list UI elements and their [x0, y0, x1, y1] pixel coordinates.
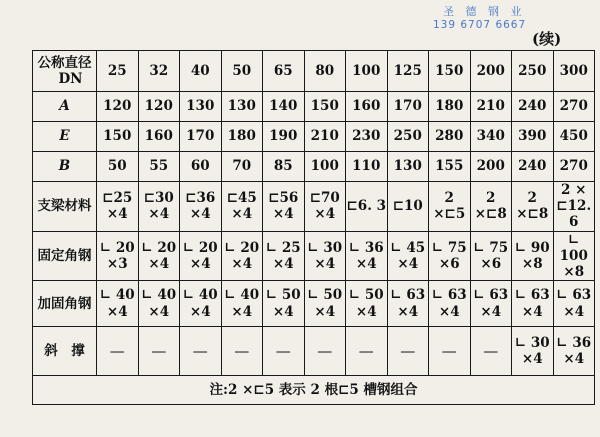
material-size: ×4: [563, 303, 585, 320]
material-spec: ⊏10: [392, 198, 423, 215]
value-cell: 110: [346, 152, 388, 182]
material-spec: ∟ 63: [514, 287, 550, 304]
watermark-company: 圣 德 钢 业: [443, 5, 526, 18]
value-cell: 170: [180, 122, 222, 152]
material-spec: ∟ 90: [514, 239, 550, 256]
material-spec: 2: [527, 190, 537, 207]
material-cell: [346, 182, 388, 232]
material-size: ×8: [521, 255, 543, 272]
material-size: ×4: [189, 255, 211, 272]
material-spec: ∟ 36: [348, 239, 384, 256]
material-spec: ∟ 63: [431, 287, 467, 304]
row-label: 固定角钢: [33, 231, 97, 281]
material-size: ×4: [397, 303, 419, 320]
dn-cell: 40: [180, 51, 222, 92]
value-cell: 340: [470, 122, 512, 152]
value-cell: 270: [553, 152, 595, 182]
material-spec: ∟ 20: [182, 239, 218, 256]
material-cell: [512, 231, 554, 281]
material-cell: [387, 327, 429, 376]
material-spec: ∟ 100: [559, 231, 588, 264]
material-cell: [387, 231, 429, 281]
material-spec: ∟ 63: [556, 287, 592, 304]
row-b: [33, 152, 595, 182]
dn-cell: 50: [221, 51, 263, 92]
material-size: ×4: [355, 303, 377, 320]
material-spec: ∟ 50: [265, 287, 301, 304]
material-spec: ∟ 30: [307, 239, 343, 256]
material-spec: —: [151, 342, 167, 361]
dn-cell: 80: [304, 51, 346, 92]
value-cell: 155: [429, 152, 471, 182]
row-brace: [33, 327, 595, 376]
value-cell: 450: [553, 122, 595, 152]
material-cell: [263, 182, 305, 232]
material-cell: [180, 182, 222, 232]
dn-row: [33, 51, 595, 92]
material-cell: [221, 231, 263, 281]
material-cell: [221, 182, 263, 232]
value-cell: 55: [138, 152, 180, 182]
value-cell: 210: [470, 92, 512, 122]
material-spec: —: [358, 342, 374, 361]
material-spec: —: [234, 342, 250, 361]
dn-cell: 65: [263, 51, 305, 92]
material-spec: 2 ×: [561, 182, 587, 198]
value-cell: 210: [304, 122, 346, 152]
value-cell: 100: [304, 152, 346, 182]
material-cell: [97, 281, 139, 327]
material-cell: [470, 231, 512, 281]
material-spec: ∟ 40: [141, 287, 177, 304]
material-cell: [429, 182, 471, 232]
material-size: ×4: [521, 351, 543, 368]
material-cell: [180, 281, 222, 327]
value-cell: 120: [138, 92, 180, 122]
material-spec: ⊏70: [309, 190, 340, 207]
value-cell: 170: [387, 92, 429, 122]
material-spec: ∟ 63: [473, 287, 509, 304]
material-size: ×4: [355, 255, 377, 272]
material-size: ×6: [480, 255, 502, 272]
value-cell: 160: [138, 122, 180, 152]
material-cell: [138, 231, 180, 281]
material-size: ×3: [106, 255, 128, 272]
material-cell: [221, 281, 263, 327]
material-spec: ∟ 63: [390, 287, 426, 304]
material-size: ×4: [148, 303, 170, 320]
value-cell: 70: [221, 152, 263, 182]
material-cell: [512, 182, 554, 232]
material-cell: [304, 281, 346, 327]
material-size: ×4: [106, 206, 128, 223]
row-label: B: [33, 152, 97, 182]
material-spec: ⊏25: [102, 190, 133, 207]
dn-cell: 250: [512, 51, 554, 92]
value-cell: 200: [470, 152, 512, 182]
value-cell: 60: [180, 152, 222, 182]
material-spec: ∟ 45: [390, 239, 426, 256]
material-spec: ∟ 36: [556, 334, 592, 351]
row-reinforce: [33, 281, 595, 327]
material-size: ×4: [189, 303, 211, 320]
material-size: ×4: [563, 351, 585, 368]
material-size: ×4: [148, 255, 170, 272]
value-cell: 270: [553, 92, 595, 122]
material-cell: [553, 182, 595, 232]
material-cell: [470, 281, 512, 327]
value-cell: 180: [221, 122, 263, 152]
support-spec-table: [32, 50, 595, 405]
row-label: 斜 撑: [33, 327, 97, 376]
header-label-cell: [33, 51, 97, 92]
material-spec: —: [192, 342, 208, 361]
material-cell: [304, 182, 346, 232]
header-label: 公称直径: [37, 54, 92, 71]
material-size: ×⊏8: [516, 206, 549, 223]
dn-cell: 150: [429, 51, 471, 92]
material-size: ×4: [272, 255, 294, 272]
value-cell: 140: [263, 92, 305, 122]
material-size: ×4: [438, 303, 460, 320]
material-spec: ∟ 30: [514, 334, 550, 351]
value-cell: 250: [387, 122, 429, 152]
material-cell: [180, 327, 222, 376]
row-fixed: [33, 231, 595, 281]
material-spec: ∟ 75: [431, 239, 467, 256]
dn-cell: 300: [553, 51, 595, 92]
material-spec: —: [483, 342, 499, 361]
material-spec: ∟ 20: [141, 239, 177, 256]
material-cell: [470, 327, 512, 376]
material-spec: —: [317, 342, 333, 361]
material-spec: 2: [444, 190, 454, 207]
material-size: ×4: [231, 255, 253, 272]
continued-label: (续): [532, 30, 562, 48]
row-label: 加固角钢: [33, 281, 97, 327]
material-size: ×4: [231, 303, 253, 320]
material-spec: ∟ 75: [473, 239, 509, 256]
material-cell: [387, 182, 429, 232]
table-note: 注:2 ×⊏5 表示 2 根⊏5 槽钢组合: [33, 376, 595, 405]
watermark-phone: 139 6707 6667: [433, 18, 527, 31]
material-size: ⊏12. 6: [556, 198, 592, 231]
material-size: ×⊏8: [474, 206, 507, 223]
material-spec: ∟ 25: [265, 239, 301, 256]
material-spec: ⊏56: [268, 190, 299, 207]
material-cell: [429, 281, 471, 327]
material-cell: [263, 281, 305, 327]
value-cell: 240: [512, 152, 554, 182]
material-size: ×4: [272, 206, 294, 223]
value-cell: 120: [97, 92, 139, 122]
material-cell: [346, 327, 388, 376]
material-size: ×4: [397, 255, 419, 272]
note-row: [33, 376, 595, 405]
value-cell: 240: [512, 92, 554, 122]
value-cell: 130: [180, 92, 222, 122]
material-cell: [138, 182, 180, 232]
value-cell: 180: [429, 92, 471, 122]
row-label: 支梁材料: [33, 182, 97, 232]
row-label: E: [33, 122, 97, 152]
dn-cell: 25: [97, 51, 139, 92]
material-spec: —: [441, 342, 457, 361]
material-spec: ∟ 40: [99, 287, 135, 304]
material-cell: [97, 327, 139, 376]
material-size: ×4: [231, 206, 253, 223]
material-spec: 2: [486, 190, 496, 207]
material-spec: ∟ 20: [99, 239, 135, 256]
material-size: ×8: [563, 263, 585, 280]
material-spec: ∟ 40: [224, 287, 260, 304]
value-cell: 160: [346, 92, 388, 122]
material-cell: [429, 231, 471, 281]
material-cell: [346, 231, 388, 281]
material-cell: [512, 281, 554, 327]
value-cell: 130: [221, 92, 263, 122]
material-spec: —: [400, 342, 416, 361]
material-size: ×6: [438, 255, 460, 272]
material-spec: ⊏6. 3: [346, 198, 386, 215]
material-cell: [263, 231, 305, 281]
dn-cell: 200: [470, 51, 512, 92]
dn-cell: 125: [387, 51, 429, 92]
row-e: [33, 122, 595, 152]
value-cell: 85: [263, 152, 305, 182]
material-cell: [97, 182, 139, 232]
material-size: ×4: [272, 303, 294, 320]
material-cell: [263, 327, 305, 376]
row-a: [33, 92, 595, 122]
value-cell: 390: [512, 122, 554, 152]
material-size: ×4: [521, 303, 543, 320]
material-size: ×4: [148, 206, 170, 223]
value-cell: 280: [429, 122, 471, 152]
value-cell: 50: [97, 152, 139, 182]
value-cell: 190: [263, 122, 305, 152]
material-spec: —: [109, 342, 125, 361]
value-cell: 130: [387, 152, 429, 182]
material-cell: [429, 327, 471, 376]
material-spec: ⊏45: [226, 190, 257, 207]
material-cell: [470, 182, 512, 232]
dn-cell: 32: [138, 51, 180, 92]
material-spec: ∟ 50: [348, 287, 384, 304]
watermark: [433, 6, 526, 31]
material-spec: ⊏30: [143, 190, 174, 207]
material-size: ×4: [189, 206, 211, 223]
material-cell: [138, 281, 180, 327]
dn-cell: 100: [346, 51, 388, 92]
material-cell: [512, 327, 554, 376]
material-spec: ∟ 50: [307, 287, 343, 304]
material-cell: [138, 327, 180, 376]
material-spec: ∟ 20: [224, 239, 260, 256]
material-size: ×4: [314, 206, 336, 223]
material-size: ×4: [314, 303, 336, 320]
row-label: A: [33, 92, 97, 122]
material-cell: [553, 281, 595, 327]
material-cell: [180, 231, 222, 281]
header-sub: DN: [58, 71, 83, 87]
material-cell: [553, 231, 595, 281]
material-cell: [97, 231, 139, 281]
material-spec: —: [275, 342, 291, 361]
material-cell: [553, 327, 595, 376]
value-cell: 230: [346, 122, 388, 152]
material-size: ×4: [480, 303, 502, 320]
material-spec: ⊏36: [185, 190, 216, 207]
material-cell: [346, 281, 388, 327]
material-cell: [387, 281, 429, 327]
value-cell: 150: [304, 92, 346, 122]
material-spec: ∟ 40: [182, 287, 218, 304]
value-cell: 150: [97, 122, 139, 152]
row-support: [33, 182, 595, 232]
material-size: ×4: [106, 303, 128, 320]
material-cell: [304, 231, 346, 281]
material-cell: [304, 327, 346, 376]
material-cell: [221, 327, 263, 376]
material-size: ×⊏5: [433, 206, 466, 223]
material-size: ×4: [314, 255, 336, 272]
